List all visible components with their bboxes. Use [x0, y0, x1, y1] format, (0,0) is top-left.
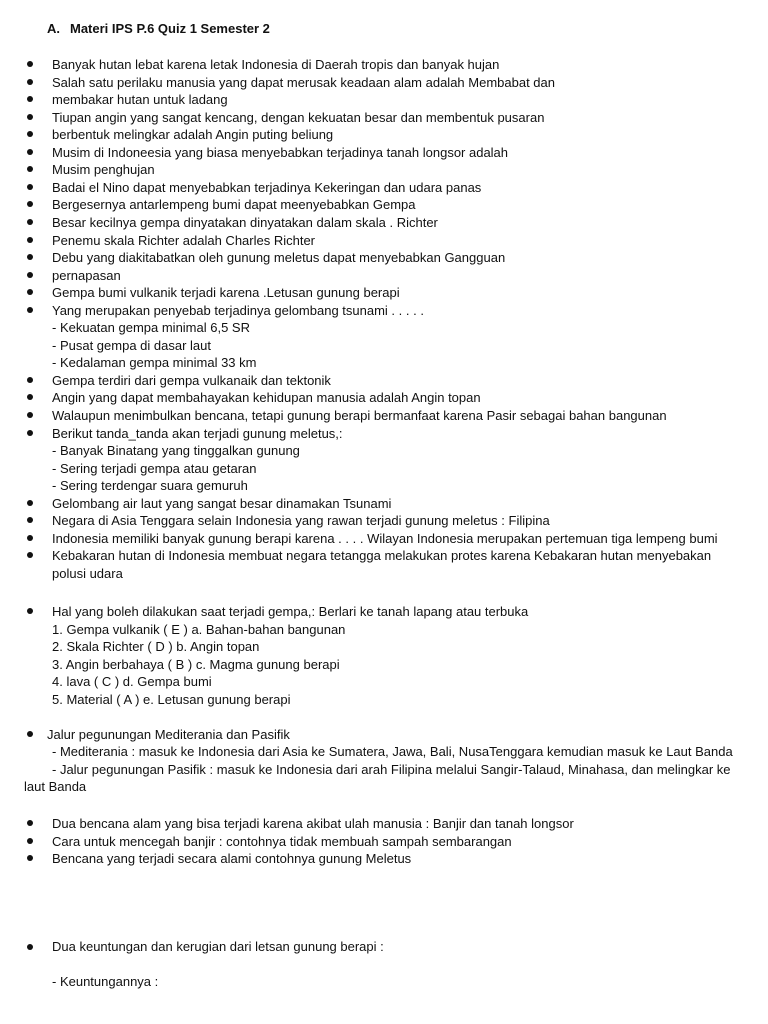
- list-item: 3. Angin berbahaya ( B ) c. Magma gunung berapi: [52, 656, 340, 672]
- volcano-title: Dua keuntungan dan kerugian dari letsan gunung berapi :: [52, 939, 384, 954]
- list-item: Gempa bumi vulkanik terjadi karena .Letusan gunung berapi: [52, 285, 400, 301]
- list-item: 5. Material ( A ) e. Letusan gunung berapi: [52, 691, 291, 707]
- list-item: - Sering terjadi gempa atau getaran: [52, 460, 257, 476]
- bullet-dot: [27, 394, 33, 400]
- list-item: Walaupun menimbulkan bencana, tetapi gunung berapi bermanfaat karena Pasir sebagai bahan bangunan: [52, 408, 667, 423]
- list-item: membakar hutan untuk ladang: [52, 92, 228, 108]
- list-item: Cara untuk mencegah banjir : contohnya tidak membuah sampah sembarangan: [52, 833, 512, 849]
- list-item: Kebakaran hutan di Indonesia membuat negara tetangga melakukan protes karena Kebakaran hutan menyebakan: [52, 548, 712, 564]
- list-item: - Sering terdengar suara gemuruh: [52, 478, 248, 494]
- bullet-dot: [27, 61, 33, 67]
- list-item: Besar kecilnya gempa dinyatakan dinyatakan dalam skala . Richter: [52, 214, 438, 230]
- bullet-dot: [27, 430, 33, 436]
- bullet-dot: [27, 307, 33, 313]
- list-item: Debu yang diakitabatkan oleh gunung meletus dapat menyebabkan Gangguan: [52, 250, 506, 266]
- bullet-dot: [27, 731, 33, 737]
- bullet-dot: [27, 855, 33, 861]
- bullet-dot: [27, 535, 33, 541]
- list-item: 4. lava ( C ) d. Gempa bumi: [52, 674, 212, 689]
- bullet-dot: [27, 377, 33, 383]
- route-pasifik-cont: laut Banda: [24, 779, 87, 794]
- list-item: pernapasan: [52, 267, 121, 283]
- bullet-dot: [27, 517, 33, 523]
- list-item: Negara di Asia Tenggara selain Indonesia yang rawan terjadi gunung meletus : Filipina: [52, 513, 550, 529]
- bullet-dot: [27, 820, 33, 826]
- list-item: - Kekuatan gempa minimal 6,5 SR: [52, 320, 250, 336]
- list-item: berbentuk melingkar adalah Angin puting beliung: [52, 127, 334, 143]
- list-item: Banyak hutan lebat karena letak Indonesia di Daerah tropis dan banyak hujan: [52, 57, 500, 72]
- bullet-dot: [27, 272, 33, 278]
- bullet-dot: [27, 79, 33, 85]
- bullet-dot: [27, 149, 33, 155]
- bullet-dot: [27, 500, 33, 506]
- bullet-dot: [27, 289, 33, 295]
- bullet-dot: [27, 254, 33, 260]
- bullet-dot: [27, 131, 33, 137]
- heading-number: A.: [47, 21, 60, 36]
- bullet-dot: [27, 552, 33, 558]
- bullet-dot: [27, 608, 33, 614]
- bullet-dot: [27, 237, 33, 243]
- list-item: Salah satu perilaku manusia yang dapat merusak keadaan alam adalah Membabat dan: [52, 74, 555, 90]
- list-item: Hal yang boleh dilakukan saat terjadi gempa,: Berlari ke tanah lapang atau terbuka: [52, 604, 529, 619]
- bullet-dot: [27, 201, 33, 207]
- list-item: Gempa terdiri dari gempa vulkanaik dan tektonik: [52, 372, 331, 388]
- list-item: Dua bencana alam yang bisa terjadi karena akibat ulah manusia : Banjir dan tanah longsor: [52, 816, 574, 831]
- bullet-dot: [27, 96, 33, 102]
- volcano-benefit-label: - Keuntungannya :: [52, 974, 159, 989]
- route-mediterania: - Mediterania : masuk ke Indonesia dari Asia ke Sumatera, Jawa, Bali, NusaTenggara kemudian masuk ke Laut Banda: [52, 744, 733, 759]
- list-item: Badai el Nino dapat menyebabkan terjadinya Kekeringan dan udara panas: [52, 179, 482, 195]
- bullet-dot: [27, 944, 33, 950]
- list-item: - Pusat gempa di dasar laut: [52, 337, 211, 353]
- heading-title: Materi IPS P.6 Quiz 1 Semester 2: [70, 21, 270, 36]
- list-item: Yang merupakan penyebab terjadinya gelombang tsunami . . . . .: [52, 302, 424, 318]
- list-item: 1. Gempa vulkanik ( E ) a. Bahan-bahan bangunan: [52, 621, 346, 637]
- list-item: Musim di Indoneesia yang biasa menyebabkan terjadinya tanah longsor adalah: [52, 144, 509, 160]
- route-title: Jalur pegunungan Mediterania dan Pasifik: [47, 727, 290, 742]
- list-item: Angin yang dapat membahayakan kehidupan manusia adalah Angin topan: [52, 390, 481, 406]
- section-heading: [47, 21, 270, 36]
- bullet-dot: [27, 184, 33, 190]
- list-item: Bencana yang terjadi secara alami contohnya gunung Meletus: [52, 851, 412, 866]
- list-item: Bergesernya antarlempeng bumi dapat meenyebabkan Gempa: [52, 197, 416, 213]
- list-item: Tiupan angin yang sangat kencang, dengan kekuatan besar dan membentuk pusaran: [52, 109, 545, 125]
- list-item: Penemu skala Richter adalah Charles Richter: [52, 232, 316, 248]
- route-pasifik: - Jalur pegunungan Pasifik : masuk ke Indonesia dari arah Filipina melalui Sangir-Talaud, Minahasa, dan melingkar ke: [52, 762, 731, 777]
- list-item: Indonesia memiliki banyak gunung berapi karena . . . . Wilayan Indonesia merupakan pertemuan tiga lempeng bumi: [52, 530, 718, 546]
- list-item: Musim penghujan: [52, 162, 155, 178]
- bullet-dot: [27, 412, 33, 418]
- bullet-dot: [27, 838, 33, 844]
- bullet-dot: [27, 114, 33, 120]
- list-item: 2. Skala Richter ( D ) b. Angin topan: [52, 639, 260, 654]
- bullet-dot: [27, 166, 33, 172]
- list-item: - Banyak Binatang yang tinggalkan gunung: [52, 443, 300, 459]
- list-item: Gelombang air laut yang sangat besar dinamakan Tsunami: [52, 495, 392, 511]
- list-item: Berikut tanda_tanda akan terjadi gunung meletus,:: [52, 425, 343, 441]
- list-item: polusi udara: [52, 565, 123, 581]
- bullet-dot: [27, 219, 33, 225]
- list-item: - Kedalaman gempa minimal 33 km: [52, 355, 257, 371]
